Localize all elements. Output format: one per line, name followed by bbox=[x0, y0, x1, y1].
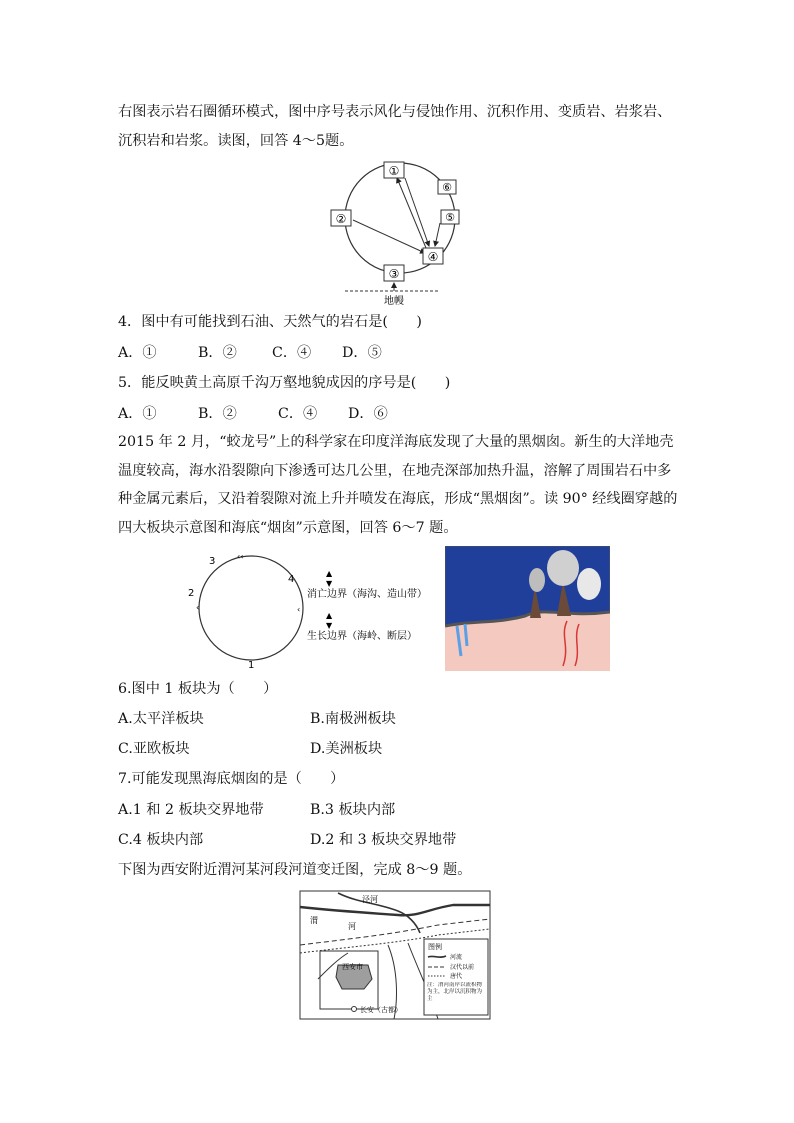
svg-text:河: 河 bbox=[348, 922, 356, 931]
svg-text:▲: ▲ bbox=[326, 611, 333, 620]
q6-option-d[interactable]: D.美洲板块 bbox=[310, 741, 383, 757]
q5-option-b[interactable]: B．② bbox=[198, 406, 237, 422]
node-3 bbox=[384, 265, 404, 281]
node-2 bbox=[331, 210, 351, 226]
question-4-options bbox=[118, 342, 382, 362]
question-6-stem: 6.图中 1 板块为（ ） bbox=[118, 681, 278, 697]
node-4 bbox=[423, 248, 443, 264]
intro-paragraph-2: 2015 年 2 月，“蛟龙号”上的科学家在印度洋海底发现了大量的黑烟囱。新生的大洋地壳温度较高，海水沿裂隙向下渗透可达几公里，在地壳深部加热升温，溶解了周围岩石中多种金属元素后，又沿着裂隙对流上升并喷发在海底，形成“黑烟囱”。读 90° 经线圈穿越的四大板块示意图和海底“烟囱”示意图，回答 6～7 题。 bbox=[118, 434, 678, 536]
svg-text:①: ① bbox=[388, 164, 400, 178]
question-5-stem: 5．能反映黄土高原千沟万壑地貌成因的序号是( ) bbox=[118, 375, 451, 391]
q6-option-c[interactable]: C.亚欧板块 bbox=[118, 741, 190, 757]
plate-circle-diagram bbox=[183, 550, 443, 670]
svg-text:渭: 渭 bbox=[310, 916, 318, 925]
ancient-capital-label: 长安（古都） bbox=[360, 1006, 402, 1014]
svg-text:3: 3 bbox=[209, 556, 216, 567]
svg-text:⑥: ⑥ bbox=[442, 181, 452, 194]
intro-paragraph-1: 右图表示岩石圈循环模式，图中序号表示风化与侵蚀作用、沉积作用、变质岩、岩浆岩、沉积岩和岩浆。读图，回答 4～5题。 bbox=[118, 104, 672, 149]
svg-text:汉代以前: 汉代以前 bbox=[450, 964, 475, 971]
q7-option-a[interactable]: A.1 和 2 板块交界地带 bbox=[118, 802, 264, 818]
q4-option-b[interactable]: B．② bbox=[198, 345, 237, 361]
svg-text:▼: ▼ bbox=[326, 621, 333, 630]
q5-option-a[interactable]: A．① bbox=[118, 406, 157, 422]
svg-text:唐代: 唐代 bbox=[450, 973, 463, 980]
node-1 bbox=[384, 162, 404, 178]
svg-text:▲: ▲ bbox=[326, 569, 333, 578]
node-6 bbox=[438, 180, 456, 194]
svg-text:③: ③ bbox=[388, 267, 400, 281]
question-5-options bbox=[118, 403, 388, 423]
svg-text:‹: ‹ bbox=[196, 603, 200, 612]
q6-option-a[interactable]: A.太平洋板块 bbox=[118, 711, 204, 727]
svg-text:⑤: ⑤ bbox=[445, 211, 455, 224]
intro-paragraph-3: 下图为西安附近渭河某河段河道变迁图，完成 8～9 题。 bbox=[118, 862, 472, 878]
question-4-stem: 4．图中有可能找到石油、天然气的岩石是( ) bbox=[118, 314, 422, 330]
q5-option-d[interactable]: D．⑥ bbox=[348, 406, 388, 422]
svg-text:2: 2 bbox=[188, 588, 195, 599]
svg-text:图例: 图例 bbox=[428, 943, 442, 951]
q6-option-b[interactable]: B.南极洲板块 bbox=[310, 711, 396, 727]
node-5 bbox=[441, 210, 459, 224]
question-6-options-row-1 bbox=[118, 708, 396, 728]
svg-text:消亡边界（海沟、造山带）: 消亡边界（海沟、造山带） bbox=[307, 589, 427, 600]
q7-option-b[interactable]: B.3 板块内部 bbox=[310, 802, 396, 818]
q7-option-c[interactable]: C.4 板块内部 bbox=[118, 832, 204, 848]
question-6-options-row-2 bbox=[118, 738, 382, 758]
svg-text:▼: ▼ bbox=[326, 579, 333, 588]
map-legend: 图例 河流 汉代以前 唐代 注：渭河南岸以流积物为主，北岸以沉积物为主 bbox=[424, 939, 488, 1015]
q4-option-c[interactable]: C．④ bbox=[272, 345, 312, 361]
rock-cycle-diagram bbox=[325, 158, 475, 308]
svg-text:泾河: 泾河 bbox=[362, 895, 378, 904]
svg-text:生长边界（海岭、断层）: 生长边界（海岭、断层） bbox=[307, 631, 417, 642]
svg-text:1: 1 bbox=[248, 660, 255, 670]
q4-option-d[interactable]: D．⑤ bbox=[342, 345, 382, 361]
question-7-options-row-2 bbox=[118, 829, 456, 849]
svg-text:‹: ‹ bbox=[297, 605, 301, 614]
svg-text:4: 4 bbox=[288, 574, 295, 585]
q4-option-a[interactable]: A．① bbox=[118, 345, 157, 361]
city-label: 西安市 bbox=[342, 963, 363, 971]
question-7-stem: 7.可能发现黑海底烟囱的是（ ） bbox=[118, 771, 345, 787]
question-7-options-row-1 bbox=[118, 799, 395, 819]
wei-river-map bbox=[298, 889, 492, 1021]
q5-option-c[interactable]: C．④ bbox=[278, 406, 318, 422]
q7-option-d[interactable]: D.2 和 3 板块交界地带 bbox=[310, 832, 457, 848]
svg-text:‹‹: ‹‹ bbox=[237, 552, 244, 561]
svg-text:河流: 河流 bbox=[450, 954, 463, 961]
black-smoker-diagram bbox=[445, 546, 610, 671]
svg-text:②: ② bbox=[335, 212, 347, 226]
mantle-label: 地幔 bbox=[384, 296, 404, 307]
svg-text:④: ④ bbox=[427, 250, 439, 264]
plate-legend bbox=[307, 569, 427, 642]
